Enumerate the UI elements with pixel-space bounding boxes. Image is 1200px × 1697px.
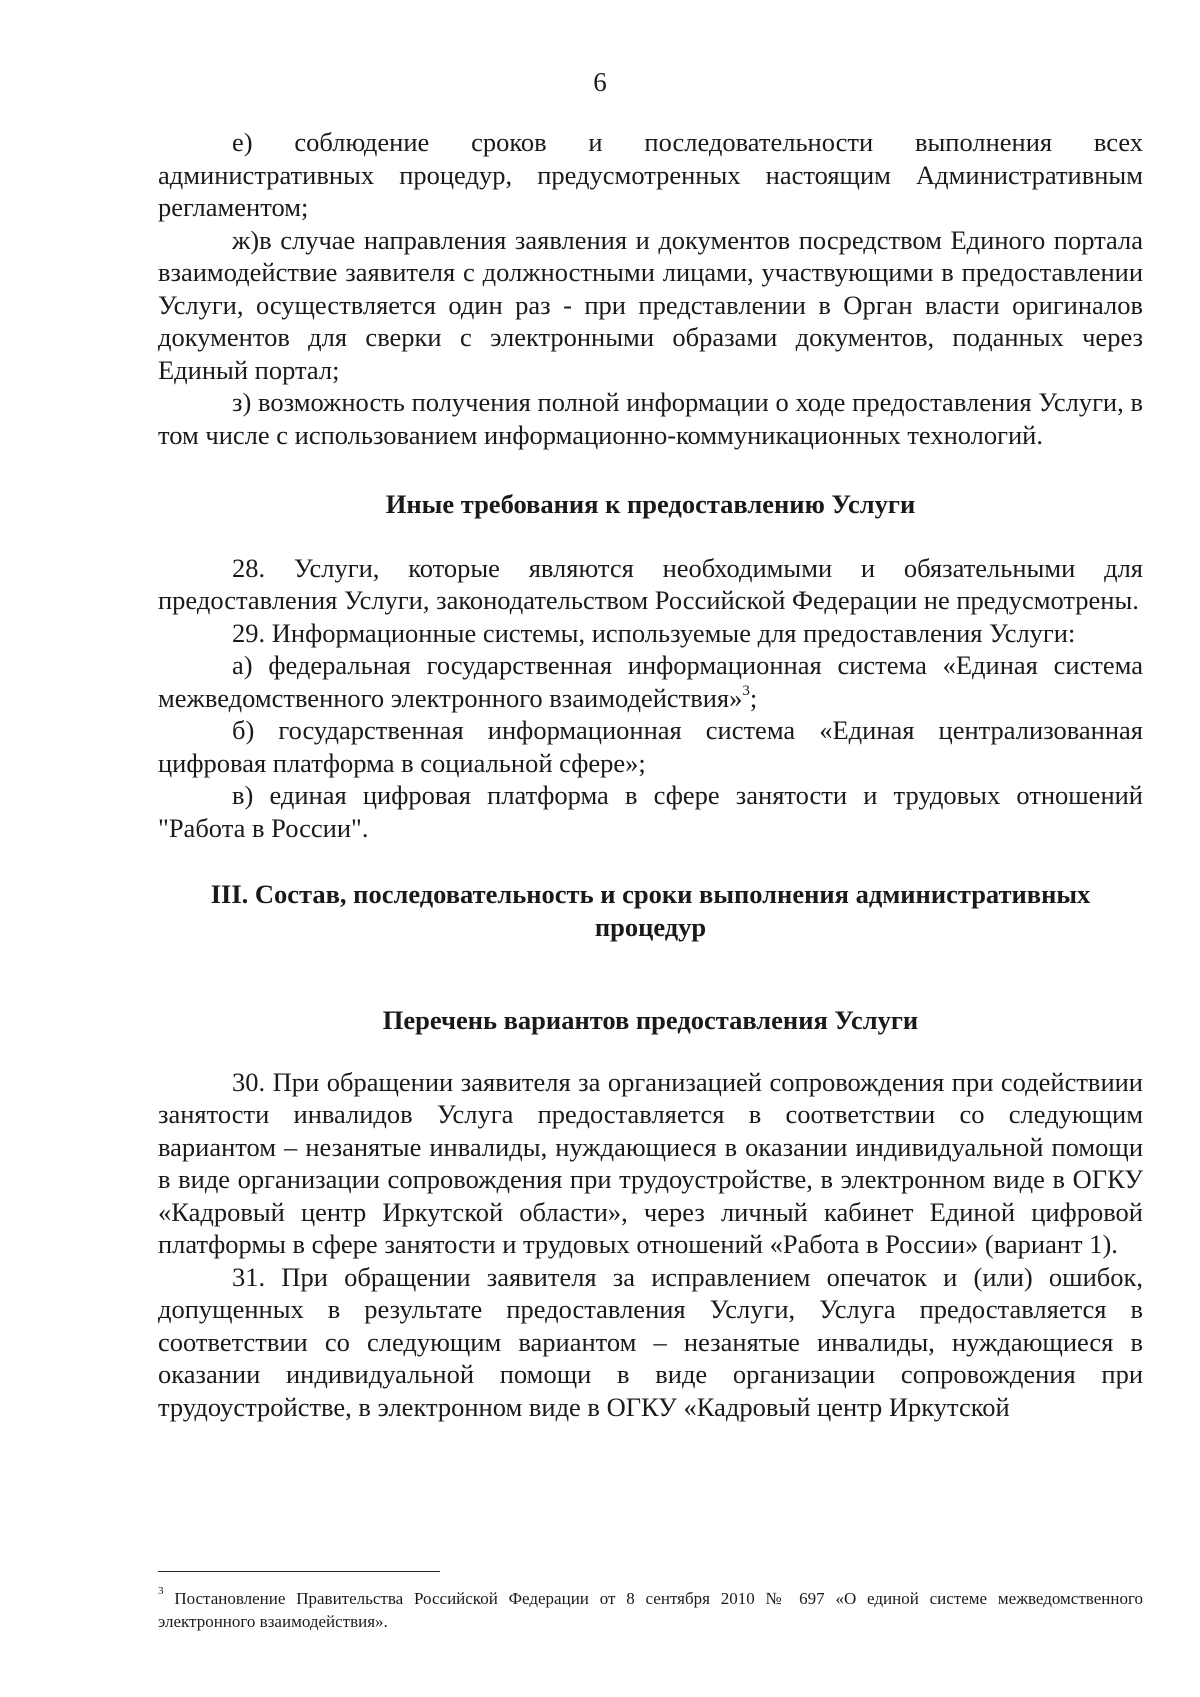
paragraph-zh: ж)в случае направления заявления и документов посредством Единого портала взаимодействие заявителя с должностными лицами, участвующими в предоставлении Услуги, осуществляется один раз - при представлении в Орган власти оригиналов документов для сверки с электронными образами документов, поданных через Единый портал;	[158, 224, 1143, 385]
paragraph-z: з) возможность получения полной информации о ходе предоставления Услуги, в том числе с использованием информационно-коммуникационных технологий.	[158, 387, 1143, 450]
footnote-text: Постановление Правительства Российской Федерации от 8 сентября 2010 № 697 «О единой системе межведомственного электронного взаимодействия».	[158, 1589, 1143, 1631]
page-number: 6	[593, 67, 607, 97]
paragraph-28: 28. Услуги, которые являются необходимыми и обязательными для предоставления Услуги, законодательством Российской Федерации не предусмотрены.	[158, 552, 1143, 615]
paragraph-29-a-text: а) федеральная государственная информационная система «Единая система межведомственного электронного взаимодействия»	[158, 650, 1143, 713]
chapter-heading-iii: III. Состав, последовательность и сроки выполнения административных процедур	[210, 879, 1091, 942]
paragraph-e: е) соблюдение сроков и последовательности выполнения всех административных процедур, предусмотренных настоящим Административным регламентом;	[158, 127, 1143, 222]
footnote-marker: 3	[158, 1585, 164, 1598]
footnote-reference: 3	[742, 682, 750, 699]
section-heading-variants-list: Перечень вариантов предоставления Услуги	[382, 1005, 919, 1035]
paragraph-29: 29. Информационные системы, используемые для предоставления Услуги:	[232, 617, 1076, 648]
paragraph-30: 30. При обращении заявителя за организацией сопровождения при содействиии занятости инвалидов Услуга предоставляется в соответствии со следующим вариантом – незанятые инвалиды, нуждающиеся в оказании индивидуальной помощи в виде организации сопровождения при трудоустройстве, в электронном виде в ОГКУ «Кадровый центр Иркутской области», через личный кабинет Единой цифровой платформы в сфере занятости и трудовых отношений «Работа в России» (вариант 1).	[158, 1066, 1143, 1259]
footnote-separator	[158, 1571, 440, 1572]
paragraph-29-b: б) государственная информационная система «Единая централизованная цифровая платформа в социальной сфере»;	[158, 715, 1143, 778]
paragraph-31: 31. При обращении заявителя за исправлением опечаток и (или) ошибок, допущенных в результате предоставления Услуги, Услуга предоставляется в соответствии со следующим вариантом – незанятые инвалиды, нуждающиеся в оказании индивидуальной помощи в виде организации сопровождения при трудоустройстве, в электронном виде в ОГКУ «Кадровый центр Иркутской	[158, 1261, 1143, 1422]
footnote	[158, 1587, 1143, 1633]
paragraph-29-a-end: ;	[749, 682, 758, 713]
paragraph-29-v: в) единая цифровая платформа в сфере занятости и трудовых отношений "Работа в России".	[158, 780, 1143, 843]
paragraph-29-a	[158, 649, 1143, 714]
document-body	[158, 126, 1143, 1423]
section-heading-other-requirements: Иные требования к предоставлению Услуги	[385, 489, 916, 519]
